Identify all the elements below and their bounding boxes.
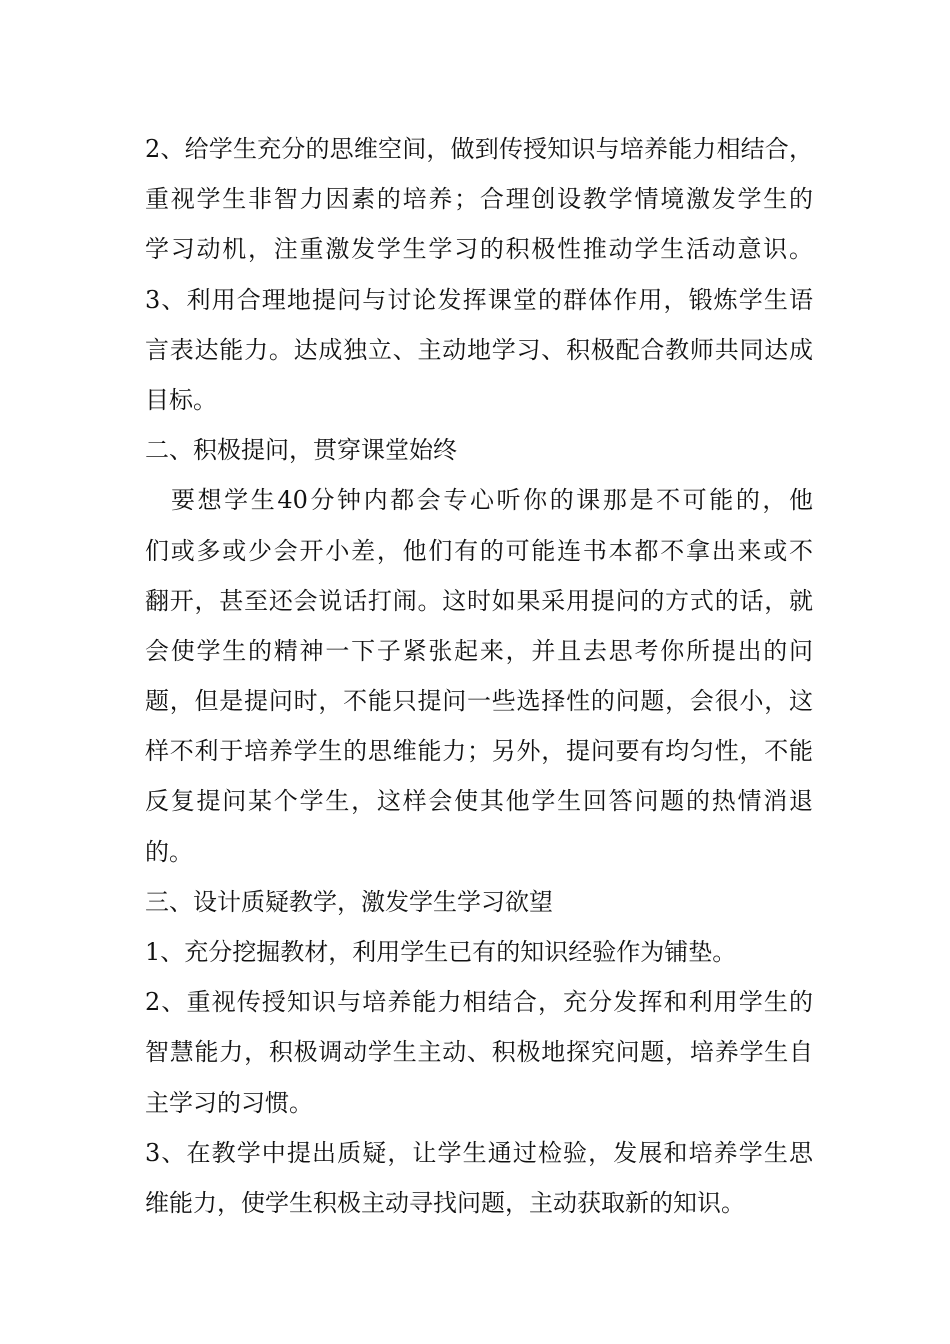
text-line: 1、充分挖掘教材，利用学生已有的知识经验作为铺垫。	[145, 938, 737, 966]
text-line: 们或多或少会开小差，他们有的可能连书本都不拿出来或不	[145, 536, 813, 565]
text-line: 学习动机，注重激发学生学习的积极性推动学生活动意识。	[145, 235, 813, 264]
text-line: 3、在教学中提出质疑，让学生通过检验，发展和培养学生思	[145, 1138, 813, 1167]
text-line: 2、给学生充分的思维空间，做到传授知识与培养能力相结合，	[145, 135, 813, 163]
text-line: 2、重视传授知识与培养能力相结合，充分发挥和利用学生的	[145, 988, 813, 1017]
section-heading: 二、积极提问，贯穿课堂始终	[145, 436, 457, 465]
section-heading: 三、设计质疑教学，激发学生学习欲望	[145, 887, 553, 916]
text-line: 3、利用合理地提问与讨论发挥课堂的群体作用，锻炼学生语	[145, 285, 813, 314]
text-line: 重视学生非智力因素的培养；合理创设教学情境激发学生的	[145, 185, 813, 214]
text-line: 目标。	[145, 385, 217, 414]
text-line: 智慧能力，积极调动学生主动、积极地探究问题，培养学生自	[145, 1038, 813, 1067]
text-line: 主学习的习惯。	[145, 1088, 313, 1117]
text-line: 维能力，使学生积极主动寻找问题，主动获取新的知识。	[145, 1188, 745, 1217]
text-line: 言表达能力。达成独立、主动地学习、积极配合教师共同达成	[145, 335, 813, 364]
text-line: 要想学生40分钟内都会专心听你的课那是不可能的，他	[171, 486, 813, 515]
text-line: 反复提问某个学生，这样会使其他学生回答问题的热情消退	[145, 787, 813, 816]
text-line: 翻开，甚至还会说话打闹。这时如果采用提问的方式的话，就	[145, 586, 813, 615]
text-line: 样不利于培养学生的思维能力；另外，提问要有均匀性，不能	[145, 737, 813, 766]
text-line: 的。	[145, 837, 193, 866]
text-line: 会使学生的精神一下子紧张起来，并且去思考你所提出的问	[145, 636, 813, 665]
text-line: 题，但是提问时，不能只提问一些选择性的问题，会很小，这	[145, 687, 813, 716]
document-body	[145, 124, 813, 1228]
